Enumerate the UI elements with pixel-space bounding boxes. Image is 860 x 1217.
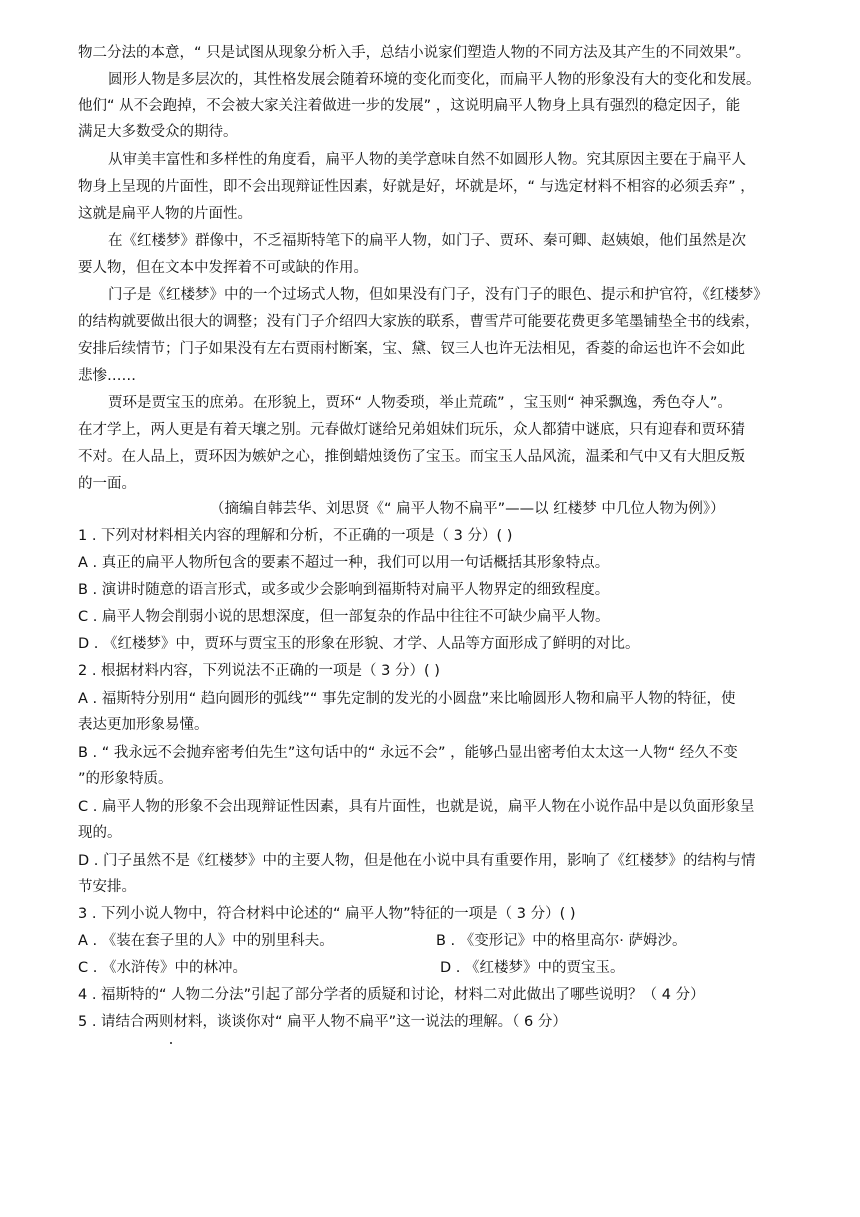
question-2: 2 . 根据材料内容，下列说法不正确的一项是（ 3 分）( ) (78, 663, 440, 679)
passage-line: 的结构就要做出很大的调整；没有门子介绍四大家族的联系，曹雪芹可能要花费更多笔墨铺垫全书的线索， (78, 314, 760, 330)
question-4: 4 . 福斯特的“ 人物二分法”引起了部分学者的质疑和讨论，材料二对此做出了哪些说明？（ 4 分） (78, 987, 705, 1003)
question-3-option-a: A . 《装在套子里的人》中的别里科夫。 (78, 933, 334, 949)
passage-line: 在《红楼梦》群像中，不乏福斯特笔下的扁平人物，如门子、贾环、秦可卿、赵姨娘，他们虽然是次 (108, 233, 746, 249)
stray-dot (170, 1042, 172, 1044)
question-2-option-d: D . 门子虽然不是《红楼梦》中的主要人物，但是他在小说中具有重要作用，影响了《红楼梦》的结构与情 (78, 853, 756, 869)
question-3-option-d: D . 《红楼梦》中的贾宝玉。 (440, 960, 625, 976)
question-3-option-c: C . 《水浒传》中的林冲。 (78, 960, 247, 976)
passage-line: 这就是扁平人物的片面性。 (78, 206, 252, 222)
question-1-option-d: D . 《红楼梦》中，贾环与贾宝玉的形象在形貌、才学、人品等方面形成了鲜明的对比。 (78, 636, 640, 652)
passage-line: 在才学上，两人更是有着天壤之别。元春做灯谜给兄弟姐妹们玩乐，众人都猜中谜底，只有迎春和贾环猜 (78, 422, 745, 438)
question-2-option-b-cont: ”的形象特质。 (78, 771, 173, 787)
passage-line: 不对。在人品上，贾环因为嫉妒之心，推倒蜡烛烫伤了宝玉。而宝玉人品风流，温柔和气中又有大胆反叛 (78, 449, 745, 465)
passage-line: 门子是《红楼梦》中的一个过场式人物，但如果没有门子，没有门子的眼色、提示和护官符，《红楼梦》 (108, 287, 768, 303)
passage-line: 的一面。 (78, 476, 136, 492)
citation: （摘编自韩芸华、刘思贤《“ 扁平人物不扁平”——以 红楼梦 中几位人物为例》） (210, 501, 725, 517)
passage-line: 从审美丰富性和多样性的角度看，扁平人物的美学意味自然不如圆形人物。究其原因主要在于扁平人 (108, 152, 746, 168)
question-2-option-c-cont: 现的。 (78, 825, 122, 841)
question-3-option-b: B . 《变形记》中的格里高尔· 萨姆沙。 (436, 933, 687, 949)
question-3: 3 . 下列小说人物中，符合材料中论述的“ 扁平人物”特征的一项是（ 3 分）( ) (78, 906, 576, 922)
passage-line: 物二分法的本意，“ 只是试图从现象分析入手，总结小说家们塑造人物的不同方法及其产生的不同效果”。 (78, 45, 751, 61)
passage-line: 他们“ 从不会跑掉，不会被大家关注着做进一步的发展” ，这说明扁平人物身上具有强烈的稳定因子，能 (78, 98, 741, 114)
question-1-option-a: A . 真正的扁平人物所包含的要素不超过一种，我们可以用一句话概括其形象特点。 (78, 555, 610, 571)
question-2-option-a-cont: 表达更加形象易懂。 (78, 717, 209, 733)
passage-line: 要人物，但在文本中发挥着不可或缺的作用。 (78, 260, 368, 276)
question-2-option-b: B . “ 我永远不会抛弃密考伯先生”这句话中的“ 永远不会” ，能够凸显出密考伯太太这一人物“ 经久不变 (78, 745, 738, 761)
question-2-option-c: C . 扁平人物的形象不会出现辩证性因素，具有片面性，也就是说，扁平人物在小说作品中是以负面形象呈 (78, 799, 755, 815)
passage-line: 悲惨…… (78, 368, 136, 384)
question-1-option-c: C . 扁平人物会削弱小说的思想深度，但一部复杂的作品中往往不可缺少扁平人物。 (78, 609, 610, 625)
passage-line: 安排后续情节；门子如果没有左右贾雨村断案，宝、黛、钗三人也许无法相见，香菱的命运也许不会如此 (78, 341, 745, 357)
passage-line: 满足大多数受众的期待。 (78, 124, 238, 140)
question-1-option-b: B . 演讲时随意的语言形式，或多或少会影响到福斯特对扁平人物界定的细致程度。 (78, 582, 610, 598)
passage-line: 贾环是贾宝玉的庶弟。在形貌上，贾环“ 人物委琐，举止荒疏” ，宝玉则“ 神采飘逸，秀色夺人”。 (108, 395, 732, 411)
question-2-option-a: A . 福斯特分别用“ 趋向圆形的弧线”“ 事先定制的发光的小圆盘”来比喻圆形人物和扁平人物的特征，使 (78, 691, 736, 707)
passage-line: 圆形人物是多层次的，其性格发展会随着环境的变化而变化，而扁平人物的形象没有大的变化和发展。 (108, 72, 761, 88)
question-2-option-d-cont: 节安排。 (78, 879, 136, 895)
question-5: 5 . 请结合两则材料，谈谈你对“ 扁平人物不扁平”这一说法的理解。（ 6 分） (78, 1014, 567, 1030)
passage-line: 物身上呈现的片面性，即不会出现辩证性因素，好就是好，坏就是坏，“ 与选定材料不相容的必须丢弃” ， (78, 179, 755, 195)
question-1: 1 . 下列对材料相关内容的理解和分析，不正确的一项是（ 3 分）( ) (78, 528, 513, 544)
